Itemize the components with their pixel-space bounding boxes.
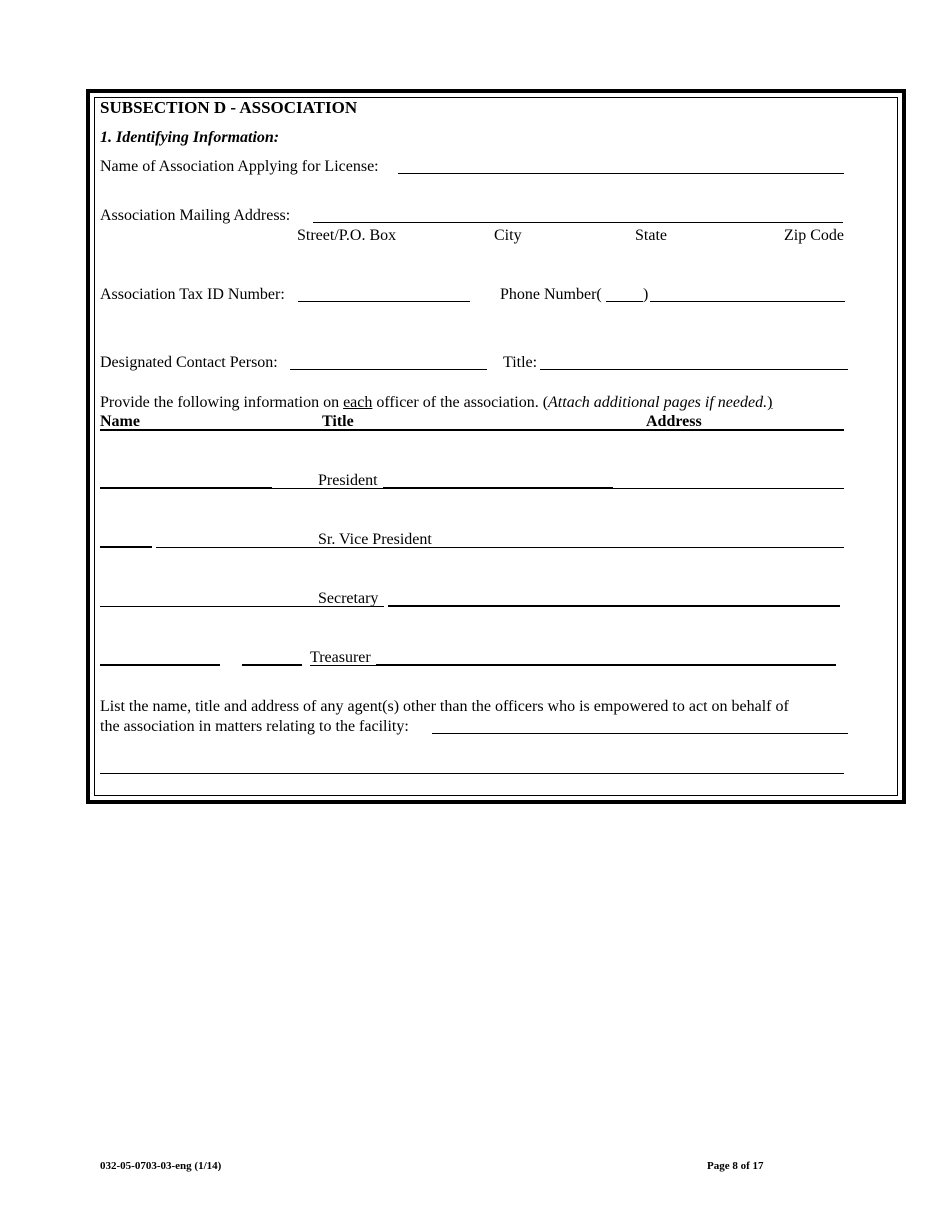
officer-title-secretary: Secretary <box>318 590 379 607</box>
officer-title-treasurer: Treasurer <box>310 649 371 666</box>
officers-instruction: Provide the following information on each officer of the association. (Attach additional pages if needed.) <box>100 394 773 411</box>
agents-instruction-line1: List the name, title and address of any agent(s) other than the officers who is empowered to act on behalf of <box>100 698 789 715</box>
secretary-address-field[interactable] <box>388 605 840 607</box>
president-name-field[interactable] <box>100 487 272 489</box>
president-title-underline <box>318 488 383 489</box>
address-part-state: State <box>635 227 667 244</box>
president-address-field[interactable] <box>383 487 613 489</box>
address-part-zip: Zip Code <box>784 227 844 244</box>
secretary-name-field[interactable] <box>100 606 318 607</box>
agents-field-line1[interactable] <box>432 733 848 734</box>
vice-president-spacer-line <box>156 547 318 548</box>
phone-number-field[interactable] <box>650 301 845 302</box>
phone-area-code-field[interactable] <box>606 301 643 302</box>
treasurer-address-field[interactable] <box>376 664 836 666</box>
contact-person-field[interactable] <box>290 369 487 370</box>
form-id: 032-05-0703-03-eng (1/14) <box>100 1160 222 1172</box>
vice-president-name-field[interactable] <box>100 546 152 548</box>
section-heading: SUBSECTION D - ASSOCIATION <box>100 98 358 117</box>
officer-title-president: President <box>318 472 378 489</box>
form-inner-border <box>94 97 898 796</box>
officer-title-vice-president: Sr. Vice President <box>318 531 432 548</box>
column-header-title: Title <box>322 413 354 430</box>
column-header-name: Name <box>100 413 140 430</box>
treasurer-title-underline <box>310 665 376 666</box>
form-border <box>86 89 906 804</box>
association-name-label: Name of Association Applying for License: <box>100 158 379 175</box>
page-number: Page 8 of 17 <box>707 1160 764 1172</box>
secretary-title-underline <box>318 606 384 607</box>
president-address-field-ext[interactable] <box>613 488 844 489</box>
mailing-address-label: Association Mailing Address: <box>100 207 291 224</box>
president-spacer-line <box>272 488 318 489</box>
treasurer-name-field[interactable] <box>100 664 220 666</box>
column-header-underline <box>100 429 844 431</box>
agents-instruction-line2: the association in matters relating to the facility: <box>100 718 409 735</box>
contact-person-label: Designated Contact Person: <box>100 354 278 371</box>
contact-title-field[interactable] <box>540 369 848 370</box>
address-part-city: City <box>494 227 522 244</box>
vice-president-address-field[interactable] <box>318 547 844 548</box>
association-name-field[interactable] <box>398 173 844 174</box>
column-header-address: Address <box>646 413 702 430</box>
treasurer-name-field-ext[interactable] <box>242 664 302 666</box>
address-part-street: Street/P.O. Box <box>297 227 397 244</box>
phone-paren-close: ) <box>643 286 649 303</box>
agents-field-line2[interactable] <box>100 773 844 774</box>
phone-label: Phone Number( <box>500 286 602 303</box>
contact-title-label: Title: <box>503 354 538 371</box>
mailing-address-field[interactable] <box>313 222 843 223</box>
tax-id-field[interactable] <box>298 301 470 302</box>
tax-id-label: Association Tax ID Number: <box>100 286 285 303</box>
section-subheading: 1. Identifying Information: <box>100 129 280 146</box>
